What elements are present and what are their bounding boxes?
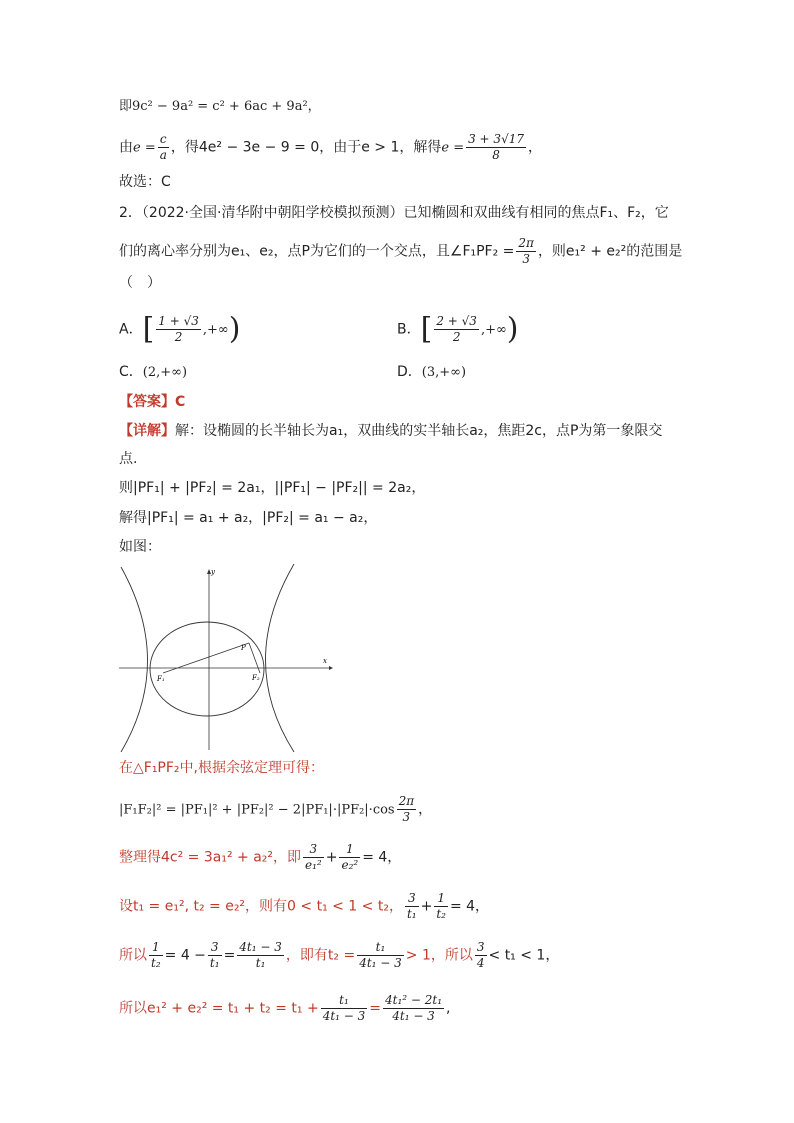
frac-num: 1 [339, 842, 360, 858]
frac-den: e₂² [341, 858, 359, 872]
segment-f1-p [163, 643, 249, 673]
solution-line-5 [119, 940, 559, 971]
frac-den: t₂ [151, 956, 161, 970]
plus: + [325, 849, 338, 866]
frac-num: 3 + 3√17 [468, 132, 524, 146]
fraction-4t1-3-t1 [237, 940, 284, 971]
ellipse [150, 622, 264, 716]
frac-den: a [159, 148, 167, 162]
frac-num: 4t₁² − 2t₁ [385, 993, 443, 1007]
equals: = [223, 947, 236, 964]
fraction-e-result [466, 132, 526, 163]
solution-text-5: 所以 [119, 947, 147, 964]
right-paren: ) [228, 311, 241, 347]
frac-num: 2π [518, 236, 534, 250]
frac-num: 2π [398, 794, 415, 808]
fraction-3-e1 [303, 842, 324, 873]
plus: + [420, 898, 433, 915]
question-text-2: 们的离心率分别为e₁、e₂，点P为它们的一个交点，且∠F₁PF₂ = [119, 243, 515, 260]
frac-num: 1 [149, 940, 163, 956]
frac-num: t₁ [357, 940, 404, 956]
solution-line-1: 在△F₁PF₂中,根据余弦定理可得： [119, 760, 324, 776]
cosine-law: |F₁F₂|² = |PF₁|² + |PF₂|² − 2|PF₁|·|PF₂|·cos [119, 802, 395, 818]
detail-label: 【详解】 [119, 423, 175, 439]
frac-den: t₂ [436, 907, 446, 921]
answer-label: 【答案】C [119, 394, 186, 410]
frac-den: e₁² [305, 858, 322, 872]
text-you: 由 [119, 139, 133, 156]
question-text-3: ，则e₁² + e₂²的范围是 [537, 243, 683, 260]
fraction-1-t2-b [149, 940, 163, 971]
frac-num: c [158, 132, 169, 148]
comma: ， [527, 139, 542, 156]
comma: , [446, 1000, 451, 1017]
fraction-1-e2 [339, 842, 360, 873]
point-f1-label: F₁ [157, 675, 165, 683]
option-c-label: C． [119, 364, 143, 380]
solution-text-5c: > 1，所以 [405, 947, 473, 964]
question-text-1: （2022·全国·清华附中朝阳学校模拟预测）已知椭圆和双曲线有相同的焦点F₁、F₂，它 [141, 205, 669, 221]
right-paren: ) [506, 311, 519, 347]
frac-num: 3 [208, 940, 222, 956]
option-a-tail: ,+∞ [202, 322, 229, 338]
frac-den: t₁ [406, 907, 417, 921]
equation-text: ，得4e² − 3e − 9 = 0，由于e > 1，解得 [170, 139, 442, 156]
solution-text-5b: ，即有t₂ = [285, 947, 356, 964]
equals-four-minus: = 4 − [164, 947, 206, 964]
solution-text-3: 整理得4c² = 3a₁² + a₂²，即 [119, 849, 301, 866]
option-d-label: D． [397, 364, 422, 380]
question-paren: （ ） [119, 275, 161, 291]
detail-line-1 [119, 421, 662, 441]
fraction-2pi-3-b [397, 794, 417, 825]
choice-text: 故选：C [119, 174, 171, 190]
y-axis-label: y [211, 568, 215, 576]
frac-num: 4t₁ − 3 [239, 940, 282, 954]
frac-num: 1 + √3 [158, 314, 199, 328]
solution-line-6 [119, 993, 451, 1024]
option-b[interactable] [397, 311, 519, 347]
solution-text-4: 设t₁ = e₁², t₂ = e₂²，则有0 < t₁ < 1 < t₂， [119, 898, 403, 915]
fraction-t1-4t1-3 [357, 940, 404, 971]
equals-four: = 4， [449, 898, 490, 915]
solution-text-6: 所以e₁² + e₂² = t₁ + t₂ = t₁ + [119, 1000, 319, 1017]
equals-four: = 4， [362, 849, 402, 866]
question-line-2 [119, 236, 682, 267]
frac-den: 4t₁ − 3 [359, 956, 402, 970]
option-b-label: B． [397, 321, 421, 338]
option-c-value: (2,+∞) [142, 365, 188, 380]
detail-line-2: 点. [119, 451, 138, 467]
detail-text-1: 解：设椭圆的长半轴长为a₁，双曲线的实半轴长a₂，焦距2c，点P为第一象限交 [175, 423, 663, 439]
ellipse-hyperbola-figure [119, 562, 334, 752]
choice-line [119, 172, 171, 192]
option-b-fraction [434, 314, 479, 345]
solution-line-3 [119, 842, 401, 873]
fraction-3-t1 [405, 891, 419, 922]
x-axis-arrow-icon [329, 666, 333, 670]
frac-num: 3 [303, 842, 324, 858]
detail-line-4: 解得|PF₁| = a₁ + a₂，|PF₂| = a₁ − a₂， [119, 510, 378, 526]
fraction-3-t1-b [208, 940, 222, 971]
option-b-tail: ,+∞ [480, 322, 507, 338]
option-a-fraction [156, 314, 201, 345]
question-number: 2． [119, 205, 142, 221]
equation-line-1: 即9c² − 9a² = c² + 6ac + 9a²， [119, 99, 321, 114]
question-line-1 [119, 203, 669, 223]
fraction-3-4 [475, 940, 487, 971]
solution-line-2 [119, 794, 432, 825]
hyperbola-left-branch [121, 567, 148, 752]
detail-line-5: 如图： [119, 539, 161, 555]
fraction-final [383, 993, 444, 1024]
frac-den: 3 [522, 252, 530, 266]
detail-line-3: 则|PF₁| + |PF₂| = 2a₁，||PF₁| − |PF₂|| = 2a₂， [119, 480, 426, 496]
point-f2-label: F₂ [252, 674, 260, 682]
fraction-t1-4t1-3-b [321, 993, 368, 1024]
frac-den: 4t₁ − 3 [392, 1009, 435, 1023]
frac-num: 3 [476, 940, 485, 954]
frac-den: t₁ [255, 956, 266, 970]
option-a-label: A． [119, 321, 143, 338]
frac-den: 2 [452, 330, 461, 344]
frac-den: 2 [174, 330, 183, 344]
option-d[interactable] [397, 362, 466, 383]
left-bracket: [ [142, 311, 155, 347]
x-axis-label: x [323, 657, 327, 665]
equation-line-2 [119, 132, 542, 163]
frac-den: 4t₁ − 3 [322, 1009, 366, 1023]
point-p-label: P [241, 644, 246, 652]
frac-den: 4 [476, 956, 485, 970]
frac-den: t₁ [209, 956, 220, 970]
option-c[interactable] [119, 362, 187, 383]
frac-den: 3 [402, 810, 411, 824]
equals: = [369, 1000, 382, 1017]
frac-num: t₁ [321, 993, 368, 1009]
option-d-value: (3,+∞) [421, 365, 467, 380]
option-a[interactable] [119, 311, 241, 347]
frac-num: 1 [434, 891, 448, 907]
left-bracket: [ [420, 311, 433, 347]
comma: ， [418, 801, 433, 818]
frac-num: 3 [405, 891, 419, 907]
hyperbola-right-branch [266, 564, 295, 752]
solution-line-4 [119, 891, 489, 922]
fraction-1-t2 [434, 891, 448, 922]
fraction-c-over-a [158, 132, 169, 163]
frac-num: 2 + √3 [436, 314, 477, 328]
fraction-2pi-3 [516, 236, 536, 267]
range-t1: < t₁ < 1， [488, 947, 560, 964]
e-equals: e = [133, 140, 156, 156]
frac-den: 8 [492, 148, 500, 162]
e-equals-2: e = [441, 140, 465, 156]
